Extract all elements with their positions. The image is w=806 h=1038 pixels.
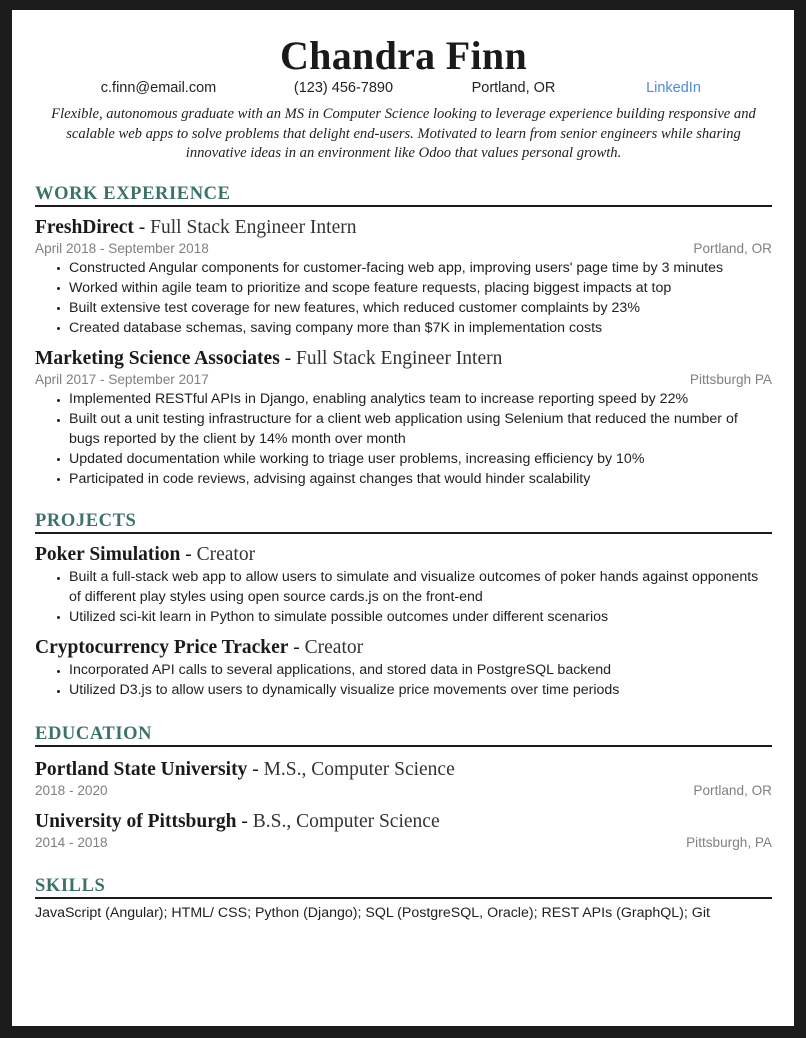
entry-heading xyxy=(35,810,772,833)
bullet-item: Built extensive test coverage for new features, which reduced customer complaints by 23% xyxy=(35,299,772,319)
section-work-experience xyxy=(35,184,772,490)
entry-dates: April 2018 - September 2018 xyxy=(35,240,209,256)
bullet-item: Utilized sci-kit learn in Python to simulate possible outcomes under different scenarios xyxy=(35,608,772,628)
project-entry xyxy=(35,543,772,627)
entry-degree: M.S., Computer Science xyxy=(263,758,455,780)
summary-text: Flexible, autonomous graduate with an MS in Computer Science looking to leverage experience building responsive and scalable web apps to solve problems that delight end-users. Motivated to learn from senior engineers while sharing innovative ideas in an environment like Odoo that values personal growth. xyxy=(51,106,756,161)
entry-location: Portland, OR xyxy=(693,240,772,256)
entry-bullet-list xyxy=(35,568,772,627)
entry-bullet-list xyxy=(35,661,772,701)
education-entry xyxy=(35,810,772,851)
entry-organization: Cryptocurrency Price Tracker xyxy=(35,637,289,658)
entry-separator: - xyxy=(279,348,297,369)
bullet-item: Built a full-stack web app to allow users to simulate and visualize outcomes of poker hands against opponents of different play styles using open source cards.js on the front-end xyxy=(35,568,772,607)
entry-role: Creator xyxy=(304,637,364,658)
bullet-item: Created database schemas, saving company more than $7K in implementation costs xyxy=(35,319,772,339)
bullet-item: Incorporated API calls to several applications, and stored data in PostgreSQL backend xyxy=(35,661,772,681)
resume-header xyxy=(35,34,772,164)
contact-linkedin[interactable] xyxy=(599,80,749,96)
entry-dates: April 2017 - September 2017 xyxy=(35,372,209,387)
page-title: Chandra Finn xyxy=(279,33,528,78)
entry-dates: 2018 - 2020 xyxy=(35,782,108,798)
entry-heading xyxy=(35,347,772,370)
entry-dates: 2014 - 2018 xyxy=(35,834,108,850)
entry-role: Full Stack Engineer Intern xyxy=(296,348,503,369)
entry-separator: - xyxy=(133,216,151,238)
section-heading-skills: SKILLS xyxy=(35,875,106,896)
entry-meta xyxy=(35,782,772,799)
entry-separator: - xyxy=(180,544,197,565)
section-skills xyxy=(35,876,772,923)
section-divider xyxy=(35,532,772,534)
section-divider xyxy=(35,897,772,899)
entry-heading xyxy=(35,758,772,781)
entry-heading xyxy=(35,543,772,566)
section-heading-projects: PROJECTS xyxy=(35,511,137,531)
bullet-item: Worked within agile team to prioritize and scope feature requests, placing biggest impacts at top xyxy=(35,279,772,299)
entry-separator: - xyxy=(288,637,305,658)
entry-meta xyxy=(35,834,772,851)
entry-organization: FreshDirect xyxy=(35,216,134,238)
entry-meta xyxy=(35,240,772,257)
bullet-item: Utilized D3.js to allow users to dynamically visualize price movements over time periods xyxy=(35,681,772,701)
entry-organization: Marketing Science Associates xyxy=(35,348,280,369)
entry-location: Portland, OR xyxy=(693,782,772,798)
entry-meta xyxy=(35,371,772,388)
section-heading-work-experience: WORK EXPERIENCE xyxy=(35,183,231,204)
contact-row xyxy=(35,80,772,96)
section-divider xyxy=(35,205,772,207)
bullet-item: Constructed Angular components for customer-facing web app, improving users' page time by 3 minutes xyxy=(35,259,772,279)
entry-heading xyxy=(35,636,772,659)
resume-content xyxy=(12,10,794,1026)
entry-role: Full Stack Engineer Intern xyxy=(150,216,357,238)
entry-bullet-list xyxy=(35,390,772,489)
entry-organization: University of Pittsburgh xyxy=(35,810,237,832)
contact-email[interactable]: c.finn@email.com xyxy=(100,80,217,96)
bullet-item: Implemented RESTful APIs in Django, enabling analytics team to increase reporting speed by 22% xyxy=(35,390,772,410)
section-education xyxy=(35,724,772,851)
bullet-item: Built out a unit testing infrastructure for a client web application using Selenium that reduced the number of bugs reported by the client by 14% month over month xyxy=(35,410,772,449)
bullet-item: Participated in code reviews, advising against changes that would hinder scalability xyxy=(35,470,772,490)
entry-location: Pittsburgh PA xyxy=(689,372,772,387)
entry-separator: - xyxy=(236,810,253,832)
linkedin-link[interactable]: LinkedIn xyxy=(646,80,701,96)
entry-location: Pittsburgh, PA xyxy=(686,834,772,850)
bullet-item: Updated documentation while working to triage user problems, increasing efficiency by 10% xyxy=(35,450,772,470)
entry-bullet-list xyxy=(35,259,772,339)
section-heading-education: EDUCATION xyxy=(35,723,153,744)
contact-phone[interactable]: (123) 456-7890 xyxy=(293,80,394,96)
work-entry xyxy=(35,347,772,489)
entry-organization: Portland State University xyxy=(35,758,248,780)
section-projects xyxy=(35,511,772,701)
project-entry xyxy=(35,636,772,701)
entry-heading xyxy=(35,216,772,239)
skills-text: JavaScript (Angular); HTML/ CSS; Python (Django); SQL (PostgreSQL, Oracle); REST APIs (GraphQL); Git xyxy=(35,904,710,921)
resume-page xyxy=(12,10,794,1026)
entry-separator: - xyxy=(247,758,264,780)
work-entry xyxy=(35,216,772,339)
entry-degree: B.S., Computer Science xyxy=(252,810,440,832)
contact-location: Portland, OR xyxy=(471,80,556,96)
education-entry xyxy=(35,758,772,799)
section-divider xyxy=(35,745,772,747)
entry-role: Creator xyxy=(196,544,256,565)
entry-organization: Poker Simulation xyxy=(35,544,181,565)
